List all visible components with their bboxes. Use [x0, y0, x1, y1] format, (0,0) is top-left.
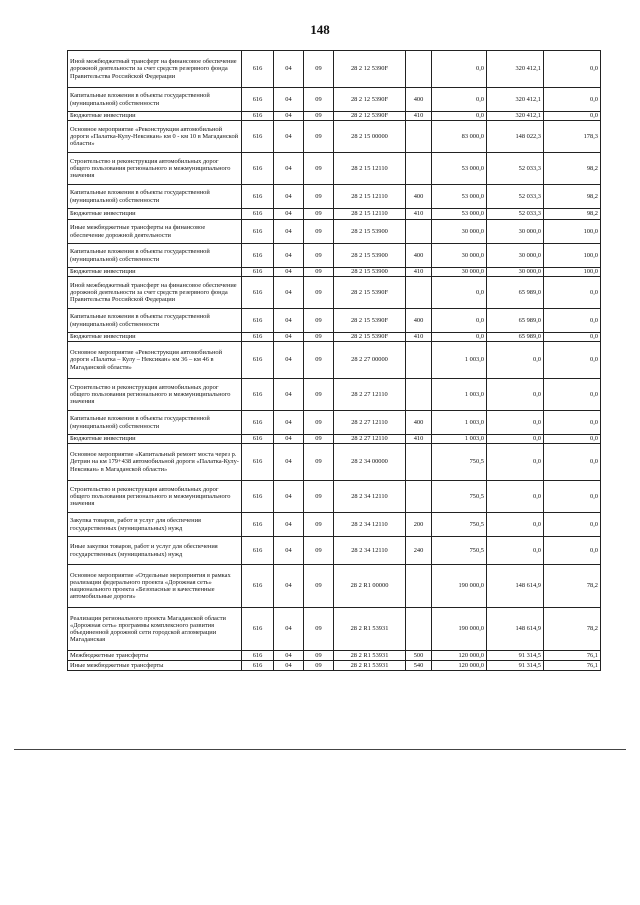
execution-percent-cell: 0,0 — [544, 342, 601, 379]
executed-amount-cell: 65 989,0 — [487, 309, 544, 333]
executed-amount-cell: 0,0 — [487, 435, 544, 444]
subsection-code-cell: 09 — [304, 88, 334, 112]
planned-amount-cell: 83 000,0 — [432, 121, 487, 153]
expense-type-cell — [406, 51, 432, 88]
execution-percent-cell: 0,0 — [544, 411, 601, 435]
section-code-cell: 04 — [274, 121, 304, 153]
subsection-code-cell: 09 — [304, 651, 334, 661]
expense-type-cell — [406, 565, 432, 608]
executed-amount-cell: 320 412,1 — [487, 51, 544, 88]
section-code-cell: 04 — [274, 565, 304, 608]
target-article-cell: 28 2 34 12110 — [334, 481, 406, 513]
department-code-cell: 616 — [242, 88, 274, 112]
expense-type-cell — [406, 153, 432, 185]
executed-amount-cell: 0,0 — [487, 379, 544, 411]
target-article-cell: 28 2 12 5390F — [334, 88, 406, 112]
item-name-cell: Строительство и реконструкция автомобильных дорог общего пользования регионального и межмуниципального значения — [68, 153, 242, 185]
subsection-code-cell: 09 — [304, 379, 334, 411]
execution-percent-cell: 98,2 — [544, 185, 601, 209]
executed-amount-cell: 0,0 — [487, 444, 544, 481]
executed-amount-cell: 320 412,1 — [487, 88, 544, 112]
section-code-cell: 04 — [274, 209, 304, 220]
table-row — [68, 608, 601, 651]
item-name-cell: Бюджетные инвестиции — [68, 268, 242, 277]
department-code-cell: 616 — [242, 565, 274, 608]
executed-amount-cell: 30 000,0 — [487, 268, 544, 277]
item-name-cell: Закупка товаров, работ и услуг для обеспечения государственных (муниципальных) нужд — [68, 513, 242, 537]
section-code-cell: 04 — [274, 481, 304, 513]
department-code-cell: 616 — [242, 608, 274, 651]
executed-amount-cell: 148 614,9 — [487, 565, 544, 608]
section-code-cell: 04 — [274, 277, 304, 309]
target-article-cell: 28 2 34 12110 — [334, 537, 406, 565]
table-row — [68, 661, 601, 671]
executed-amount-cell: 65 989,0 — [487, 277, 544, 309]
execution-percent-cell: 76,1 — [544, 651, 601, 661]
table-row — [68, 411, 601, 435]
budget-table — [67, 50, 601, 671]
item-name-cell: Капитальные вложения в объекты государственной (муниципальной) собственности — [68, 309, 242, 333]
execution-percent-cell: 76,1 — [544, 661, 601, 671]
execution-percent-cell: 0,0 — [544, 435, 601, 444]
planned-amount-cell: 120 000,0 — [432, 661, 487, 671]
department-code-cell: 616 — [242, 333, 274, 342]
section-code-cell: 04 — [274, 608, 304, 651]
table-row — [68, 379, 601, 411]
table-row — [68, 565, 601, 608]
executed-amount-cell: 30 000,0 — [487, 244, 544, 268]
planned-amount-cell: 30 000,0 — [432, 244, 487, 268]
subsection-code-cell: 09 — [304, 121, 334, 153]
item-name-cell: Реализация регионального проекта Магаданской области «Дорожная сеть» программы комплексного развития объединенной дорожной сети городской агломерации Магаданская — [68, 608, 242, 651]
department-code-cell: 616 — [242, 481, 274, 513]
item-name-cell: Капитальные вложения в объекты государственной (муниципальной) собственности — [68, 88, 242, 112]
planned-amount-cell: 0,0 — [432, 88, 487, 112]
table-row — [68, 244, 601, 268]
planned-amount-cell: 53 000,0 — [432, 153, 487, 185]
planned-amount-cell: 1 003,0 — [432, 411, 487, 435]
planned-amount-cell: 0,0 — [432, 277, 487, 309]
target-article-cell: 28 2 15 53900 — [334, 244, 406, 268]
expense-type-cell: 500 — [406, 651, 432, 661]
expense-type-cell: 200 — [406, 513, 432, 537]
section-code-cell: 04 — [274, 333, 304, 342]
item-name-cell: Строительство и реконструкция автомобильных дорог общего пользования регионального и межмуниципального значения — [68, 379, 242, 411]
target-article-cell: 28 2 12 5390F — [334, 112, 406, 121]
planned-amount-cell: 190 000,0 — [432, 565, 487, 608]
expense-type-cell — [406, 121, 432, 153]
planned-amount-cell: 30 000,0 — [432, 268, 487, 277]
table-body — [68, 51, 601, 671]
department-code-cell: 616 — [242, 444, 274, 481]
department-code-cell: 616 — [242, 309, 274, 333]
item-name-cell: Капитальные вложения в объекты государственной (муниципальной) собственности — [68, 244, 242, 268]
department-code-cell: 616 — [242, 661, 274, 671]
department-code-cell: 616 — [242, 277, 274, 309]
target-article-cell: 28 2 12 5390F — [334, 51, 406, 88]
planned-amount-cell: 750,5 — [432, 481, 487, 513]
planned-amount-cell: 0,0 — [432, 333, 487, 342]
executed-amount-cell: 0,0 — [487, 342, 544, 379]
execution-percent-cell: 178,3 — [544, 121, 601, 153]
section-code-cell: 04 — [274, 244, 304, 268]
table-row — [68, 185, 601, 209]
expense-type-cell: 400 — [406, 309, 432, 333]
executed-amount-cell: 52 033,3 — [487, 153, 544, 185]
executed-amount-cell: 148 022,3 — [487, 121, 544, 153]
table-row — [68, 121, 601, 153]
department-code-cell: 616 — [242, 121, 274, 153]
executed-amount-cell: 0,0 — [487, 411, 544, 435]
section-code-cell: 04 — [274, 153, 304, 185]
subsection-code-cell: 09 — [304, 185, 334, 209]
execution-percent-cell: 78,2 — [544, 565, 601, 608]
department-code-cell: 616 — [242, 537, 274, 565]
table-row — [68, 342, 601, 379]
execution-percent-cell: 0,0 — [544, 277, 601, 309]
item-name-cell: Основное мероприятие «Капитальный ремонт моста через р. Детрин на км 179+438 автомобильной дороги «Палатка-Кулу-Нексикан» в Магаданской области» — [68, 444, 242, 481]
item-name-cell: Иные межбюджетные трансферты на финансовое обеспечение дорожной деятельности — [68, 220, 242, 244]
department-code-cell: 616 — [242, 379, 274, 411]
department-code-cell: 616 — [242, 220, 274, 244]
expense-type-cell — [406, 220, 432, 244]
execution-percent-cell: 0,0 — [544, 51, 601, 88]
execution-percent-cell: 98,2 — [544, 209, 601, 220]
target-article-cell: 28 2 27 12110 — [334, 379, 406, 411]
item-name-cell: Бюджетные инвестиции — [68, 112, 242, 121]
planned-amount-cell: 1 003,0 — [432, 379, 487, 411]
table-row — [68, 513, 601, 537]
department-code-cell: 616 — [242, 411, 274, 435]
item-name-cell: Капитальные вложения в объекты государственной (муниципальной) собственности — [68, 411, 242, 435]
executed-amount-cell: 91 314,5 — [487, 651, 544, 661]
subsection-code-cell: 09 — [304, 435, 334, 444]
table-row — [68, 268, 601, 277]
department-code-cell: 616 — [242, 435, 274, 444]
planned-amount-cell: 53 000,0 — [432, 185, 487, 209]
target-article-cell: 28 2 R1 00000 — [334, 565, 406, 608]
target-article-cell: 28 2 15 12110 — [334, 209, 406, 220]
department-code-cell: 616 — [242, 112, 274, 121]
item-name-cell: Иные закупки товаров, работ и услуг для обеспечения государственных (муниципальных) нужд — [68, 537, 242, 565]
expense-type-cell — [406, 379, 432, 411]
section-code-cell: 04 — [274, 411, 304, 435]
item-name-cell: Строительство и реконструкция автомобильных дорог общего пользования регионального и межмуниципального значения — [68, 481, 242, 513]
section-code-cell: 04 — [274, 444, 304, 481]
executed-amount-cell: 0,0 — [487, 537, 544, 565]
item-name-cell: Иные межбюджетные трансферты — [68, 661, 242, 671]
item-name-cell: Основное мероприятие «Отдельные мероприятия в рамках реализации федерального проекта «Дорожная сеть» национального проекта «Безопасные и качественные автомобильные дороги» — [68, 565, 242, 608]
table-row — [68, 209, 601, 220]
section-code-cell: 04 — [274, 379, 304, 411]
expense-type-cell: 410 — [406, 435, 432, 444]
execution-percent-cell: 100,0 — [544, 244, 601, 268]
table-row — [68, 481, 601, 513]
item-name-cell: Основное мероприятие «Реконструкция автомобильной дороги «Палатка – Кулу – Нексикан» км 36 – км 46 в Магаданской области» — [68, 342, 242, 379]
planned-amount-cell: 750,5 — [432, 444, 487, 481]
execution-percent-cell: 0,0 — [544, 333, 601, 342]
department-code-cell: 616 — [242, 651, 274, 661]
section-code-cell: 04 — [274, 435, 304, 444]
section-code-cell: 04 — [274, 112, 304, 121]
target-article-cell: 28 2 34 12110 — [334, 513, 406, 537]
section-code-cell: 04 — [274, 220, 304, 244]
target-article-cell: 28 2 34 00000 — [334, 444, 406, 481]
expense-type-cell: 400 — [406, 88, 432, 112]
target-article-cell: 28 2 15 53900 — [334, 268, 406, 277]
department-code-cell: 616 — [242, 342, 274, 379]
item-name-cell: Капитальные вложения в объекты государственной (муниципальной) собственности — [68, 185, 242, 209]
table-row — [68, 309, 601, 333]
subsection-code-cell: 09 — [304, 411, 334, 435]
department-code-cell: 616 — [242, 185, 274, 209]
executed-amount-cell: 148 614,9 — [487, 608, 544, 651]
planned-amount-cell: 0,0 — [432, 112, 487, 121]
expense-type-cell: 240 — [406, 537, 432, 565]
subsection-code-cell: 09 — [304, 608, 334, 651]
table-row — [68, 435, 601, 444]
subsection-code-cell: 09 — [304, 481, 334, 513]
executed-amount-cell: 52 033,3 — [487, 185, 544, 209]
item-name-cell: Бюджетные инвестиции — [68, 209, 242, 220]
subsection-code-cell: 09 — [304, 153, 334, 185]
target-article-cell: 28 2 15 12110 — [334, 153, 406, 185]
target-article-cell: 28 2 R1 53931 — [334, 651, 406, 661]
subsection-code-cell: 09 — [304, 112, 334, 121]
planned-amount-cell: 0,0 — [432, 51, 487, 88]
department-code-cell: 616 — [242, 244, 274, 268]
table-row — [68, 651, 601, 661]
subsection-code-cell: 09 — [304, 661, 334, 671]
execution-percent-cell: 100,0 — [544, 220, 601, 244]
page-number: 148 — [310, 22, 330, 37]
item-name-cell: Межбюджетные трансферты — [68, 651, 242, 661]
department-code-cell: 616 — [242, 209, 274, 220]
target-article-cell: 28 2 27 00000 — [334, 342, 406, 379]
section-code-cell: 04 — [274, 661, 304, 671]
expense-type-cell: 400 — [406, 411, 432, 435]
execution-percent-cell: 0,0 — [544, 481, 601, 513]
execution-percent-cell: 100,0 — [544, 268, 601, 277]
subsection-code-cell: 09 — [304, 342, 334, 379]
item-name-cell: Иной межбюджетный трансферт на финансовое обеспечение дорожной деятельности за счет средств резервного фонда Правительства Российской Федерации — [68, 51, 242, 88]
subsection-code-cell: 09 — [304, 565, 334, 608]
executed-amount-cell: 52 033,3 — [487, 209, 544, 220]
planned-amount-cell: 120 000,0 — [432, 651, 487, 661]
table-row — [68, 51, 601, 88]
department-code-cell: 616 — [242, 153, 274, 185]
table-row — [68, 277, 601, 309]
subsection-code-cell: 09 — [304, 220, 334, 244]
execution-percent-cell: 0,0 — [544, 379, 601, 411]
expense-type-cell: 410 — [406, 112, 432, 121]
section-code-cell: 04 — [274, 513, 304, 537]
executed-amount-cell: 30 000,0 — [487, 220, 544, 244]
target-article-cell: 28 2 R1 53931 — [334, 608, 406, 651]
subsection-code-cell: 09 — [304, 268, 334, 277]
table-row — [68, 444, 601, 481]
table-row — [68, 153, 601, 185]
execution-percent-cell: 0,0 — [544, 309, 601, 333]
section-code-cell: 04 — [274, 51, 304, 88]
subsection-code-cell: 09 — [304, 444, 334, 481]
planned-amount-cell: 750,5 — [432, 513, 487, 537]
department-code-cell: 616 — [242, 268, 274, 277]
target-article-cell: 28 2 15 5390F — [334, 333, 406, 342]
department-code-cell: 616 — [242, 51, 274, 88]
subsection-code-cell: 09 — [304, 309, 334, 333]
expense-type-cell — [406, 342, 432, 379]
target-article-cell: 28 2 27 12110 — [334, 411, 406, 435]
section-code-cell: 04 — [274, 88, 304, 112]
executed-amount-cell: 0,0 — [487, 513, 544, 537]
subsection-code-cell: 09 — [304, 51, 334, 88]
section-code-cell: 04 — [274, 651, 304, 661]
execution-percent-cell: 0,0 — [544, 112, 601, 121]
target-article-cell: 28 2 R1 53931 — [334, 661, 406, 671]
executed-amount-cell: 320 412,1 — [487, 112, 544, 121]
execution-percent-cell: 98,2 — [544, 153, 601, 185]
subsection-code-cell: 09 — [304, 333, 334, 342]
planned-amount-cell: 1 003,0 — [432, 435, 487, 444]
subsection-code-cell: 09 — [304, 277, 334, 309]
table-row — [68, 220, 601, 244]
expense-type-cell: 410 — [406, 268, 432, 277]
expense-type-cell: 410 — [406, 209, 432, 220]
target-article-cell: 28 2 15 5390F — [334, 309, 406, 333]
planned-amount-cell: 1 003,0 — [432, 342, 487, 379]
item-name-cell: Бюджетные инвестиции — [68, 333, 242, 342]
expense-type-cell — [406, 277, 432, 309]
item-name-cell: Иной межбюджетный трансферт на финансовое обеспечение дорожной деятельности за счет средств резервного фонда Правительства Российской Федерации — [68, 277, 242, 309]
item-name-cell: Основное мероприятие «Реконструкция автомобильной дороги «Палатка-Кулу-Нексикан» км 0 - км 10 в Магаданской области» — [68, 121, 242, 153]
expense-type-cell: 400 — [406, 185, 432, 209]
subsection-code-cell: 09 — [304, 537, 334, 565]
table-row — [68, 333, 601, 342]
table-row — [68, 88, 601, 112]
section-code-cell: 04 — [274, 185, 304, 209]
expense-type-cell — [406, 608, 432, 651]
section-code-cell: 04 — [274, 309, 304, 333]
expense-type-cell: 540 — [406, 661, 432, 671]
executed-amount-cell: 65 989,0 — [487, 333, 544, 342]
expense-type-cell — [406, 481, 432, 513]
subsection-code-cell: 09 — [304, 209, 334, 220]
subsection-code-cell: 09 — [304, 513, 334, 537]
target-article-cell: 28 2 15 12110 — [334, 185, 406, 209]
planned-amount-cell: 53 000,0 — [432, 209, 487, 220]
target-article-cell: 28 2 27 12110 — [334, 435, 406, 444]
section-code-cell: 04 — [274, 537, 304, 565]
table-row — [68, 537, 601, 565]
execution-percent-cell: 78,2 — [544, 608, 601, 651]
expense-type-cell — [406, 444, 432, 481]
footer-divider — [14, 749, 626, 750]
expense-type-cell: 410 — [406, 333, 432, 342]
item-name-cell: Бюджетные инвестиции — [68, 435, 242, 444]
table-row — [68, 112, 601, 121]
target-article-cell: 28 2 15 53900 — [334, 220, 406, 244]
planned-amount-cell: 30 000,0 — [432, 220, 487, 244]
section-code-cell: 04 — [274, 268, 304, 277]
execution-percent-cell: 0,0 — [544, 88, 601, 112]
subsection-code-cell: 09 — [304, 244, 334, 268]
planned-amount-cell: 750,5 — [432, 537, 487, 565]
executed-amount-cell: 0,0 — [487, 481, 544, 513]
planned-amount-cell: 0,0 — [432, 309, 487, 333]
target-article-cell: 28 2 15 00000 — [334, 121, 406, 153]
executed-amount-cell: 91 314,5 — [487, 661, 544, 671]
expense-type-cell: 400 — [406, 244, 432, 268]
target-article-cell: 28 2 15 5390F — [334, 277, 406, 309]
department-code-cell: 616 — [242, 513, 274, 537]
execution-percent-cell: 0,0 — [544, 513, 601, 537]
execution-percent-cell: 0,0 — [544, 537, 601, 565]
execution-percent-cell: 0,0 — [544, 444, 601, 481]
planned-amount-cell: 190 000,0 — [432, 608, 487, 651]
section-code-cell: 04 — [274, 342, 304, 379]
